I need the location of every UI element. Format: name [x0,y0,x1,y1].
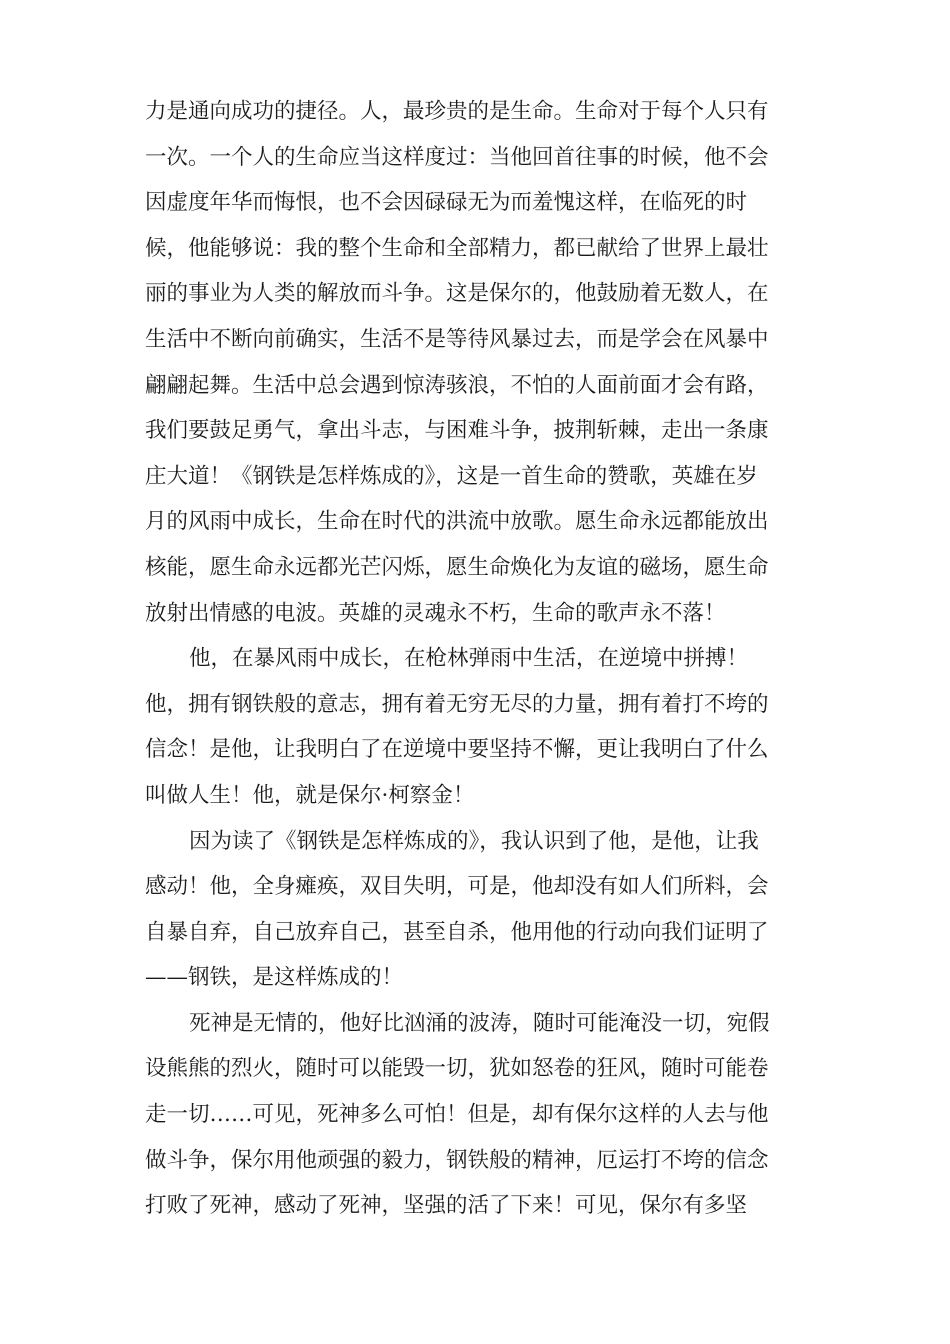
text-line: ——钢铁，是这样炼成的！ [145,965,404,991]
text-line: 自暴自弃，自己放弃自己，甚至自杀，他用他的行动向我们证明了 [145,919,769,945]
text-line: 丽的事业为人类的解放而斗争。这是保尔的，他鼓励着无数人，在 [145,281,769,307]
text-line: 叫做人生！他，就是保尔·柯察金！ [145,782,475,808]
text-line: 放射出情感的电波。英雄的灵魂永不朽，生命的歌声永不落！ [145,600,726,626]
text-line: 月的风雨中成长，生命在时代的洪流中放歌。愿生命永远都能放出 [145,509,769,535]
text-line: 翩翩起舞。生活中总会遇到惊涛骇浪，不怕的人面前面才会有路， [145,372,769,398]
text-line: 力是通向成功的捷径。人，最珍贵的是生命。生命对于每个人只有 [145,99,769,124]
text-line: 我们要鼓足勇气，拿出斗志，与困难斗争，披荆斩棘，走出一条康 [145,418,769,444]
text-line: 设熊熊的烈火，随时可以能毁一切，犹如怒卷的狂风，随时可能卷 [145,1056,769,1082]
text-line: 候，他能够说：我的整个生命和全部精力，都已献给了世界上最壮 [145,235,769,261]
text-line: 因为读了《钢铁是怎样炼成的》，我认识到了他，是他，让我 [189,828,759,854]
text-line: 信念！是他，让我明白了在逆境中要坚持不懈，更让我明白了什么 [145,737,769,763]
text-line: 生活中不断向前确实，生活不是等待风暴过去，而是学会在风暴中 [145,326,769,352]
text-line: 核能，愿生命永远都光芒闪烁，愿生命焕化为友谊的磁场，愿生命 [145,554,769,580]
text-line: 一次。一个人的生命应当这样度过：当他回首往事的时候，他不会 [145,144,769,170]
body-text [145,89,800,1229]
text-line: 他，在暴风雨中成长，在枪林弹雨中生活，在逆境中拼搏！ [189,646,749,672]
text-line: 走一切……可见，死神多么可怕！但是，却有保尔这样的人去与他 [145,1102,769,1128]
text-line: 庄大道！《钢铁是怎样炼成的》，这是一首生命的赞歌，英雄在岁 [145,463,758,489]
text-line: 他，拥有钢铁般的意志，拥有着无穷无尽的力量，拥有着打不垮的 [145,691,769,717]
text-line: 做斗争，保尔用他顽强的毅力，钢铁般的精神，厄运打不垮的信念 [145,1147,769,1173]
text-line: 死神是无情的，他好比汹涌的波涛，随时可能淹没一切，宛假 [189,1010,770,1036]
text-line: 感动！他，全身瘫痪，双目失明，可是，他却没有如人们所料，会 [145,874,769,900]
text-line: 因虚度年华而悔恨，也不会因碌碌无为而羞愧这样，在临死的时 [145,190,748,216]
text-line: 打败了死神，感动了死神，坚强的活了下来！可见，保尔有多坚 [145,1193,748,1219]
